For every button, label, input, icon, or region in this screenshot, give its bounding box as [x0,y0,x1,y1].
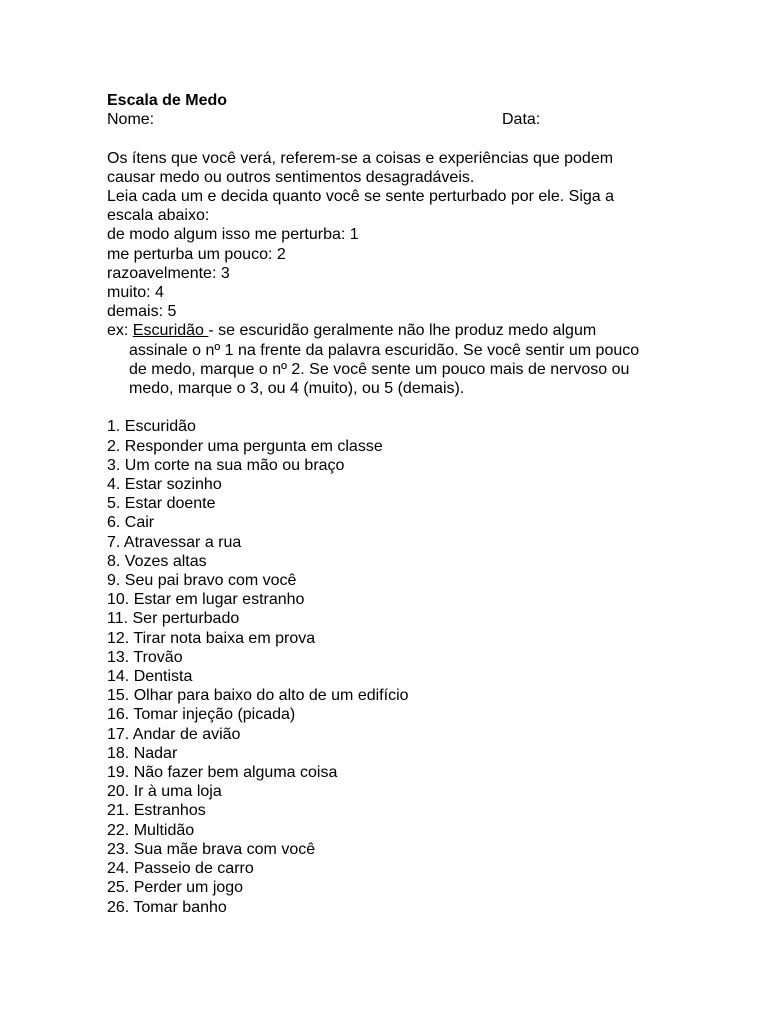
list-item: 10. Estar em lugar estranho [107,591,305,609]
example-continuation: de medo, marque o nº 2. Se você sente um pouco mais de nervoso ou [129,360,630,378]
list-item: 18. Nadar [107,744,178,762]
list-item: 11. Ser perturbado [107,610,240,628]
list-item: 12. Tirar nota baixa em prova [107,629,316,647]
scale-line: demais: 5 [107,303,177,321]
scale-line: me perturba um pouco: 2 [107,245,286,263]
scale-line: razoavelmente: 3 [107,264,230,282]
list-item: 22. Multidão [107,821,195,839]
intro-line: Os ítens que você verá, referem-se a coisas e experiências que podem [107,149,614,167]
blank-line [107,398,707,417]
list-item: 26. Tomar banho [107,898,227,916]
list-item: 24. Passeio de carro [107,860,254,878]
example-term: Escuridão [132,322,209,340]
list-item: 8. Vozes altas [107,552,207,570]
list-item: 16. Tomar injeção (picada) [107,706,296,724]
example-rest: - se escuridão geralmente não lhe produz medo algum [208,322,597,340]
intro-line: causar medo ou outros sentimentos desagradáveis. [107,168,475,186]
list-item: 17. Andar de avião [107,725,241,743]
name-label: Nome: [107,111,155,129]
list-item: 6. Cair [107,514,155,532]
list-item: 14. Dentista [107,668,193,686]
list-item: 4. Estar sozinho [107,476,222,494]
list-item: 2. Responder uma pergunta em classe [107,437,383,455]
intro-line: escala abaixo: [107,207,210,225]
list-item: 19. Não fazer bem alguma coisa [107,764,338,782]
example-continuation: assinale o nº 1 na frente da palavra escuridão. Se você sentir um pouco [129,341,640,359]
list-item: 3. Um corte na sua mão ou braço [107,456,345,474]
example-line [107,321,707,340]
blank-line [107,129,707,148]
document-page [107,91,707,917]
list-item: 1. Escuridão [107,418,196,436]
list-item: 20. Ir à uma loja [107,783,222,801]
example-continuation: medo, marque o 3, ou 4 (muito), ou 5 (demais). [129,380,465,398]
list-item: 13. Trovão [107,648,183,666]
list-item: 9. Seu pai bravo com você [107,572,297,590]
list-item: 23. Sua mãe brava com você [107,840,316,858]
list-item: 7. Atravessar a rua [107,533,242,551]
date-label: Data: [502,111,541,129]
list-item: 15. Olhar para baixo do alto de um edifício [107,687,409,705]
name-date-row [107,110,707,129]
example-prefix: ex: [107,322,133,340]
document-title: Escala de Medo [107,92,228,109]
list-item: 25. Perder um jogo [107,879,244,897]
intro-line: Leia cada um e decida quanto você se sente perturbado por ele. Siga a [107,188,615,205]
list-item: 5. Estar doente [107,495,216,513]
fear-items-list [107,417,707,916]
scale-line: muito: 4 [107,284,164,302]
scale-line: de modo algum isso me perturba: 1 [107,226,359,244]
list-item: 21. Estranhos [107,802,206,820]
